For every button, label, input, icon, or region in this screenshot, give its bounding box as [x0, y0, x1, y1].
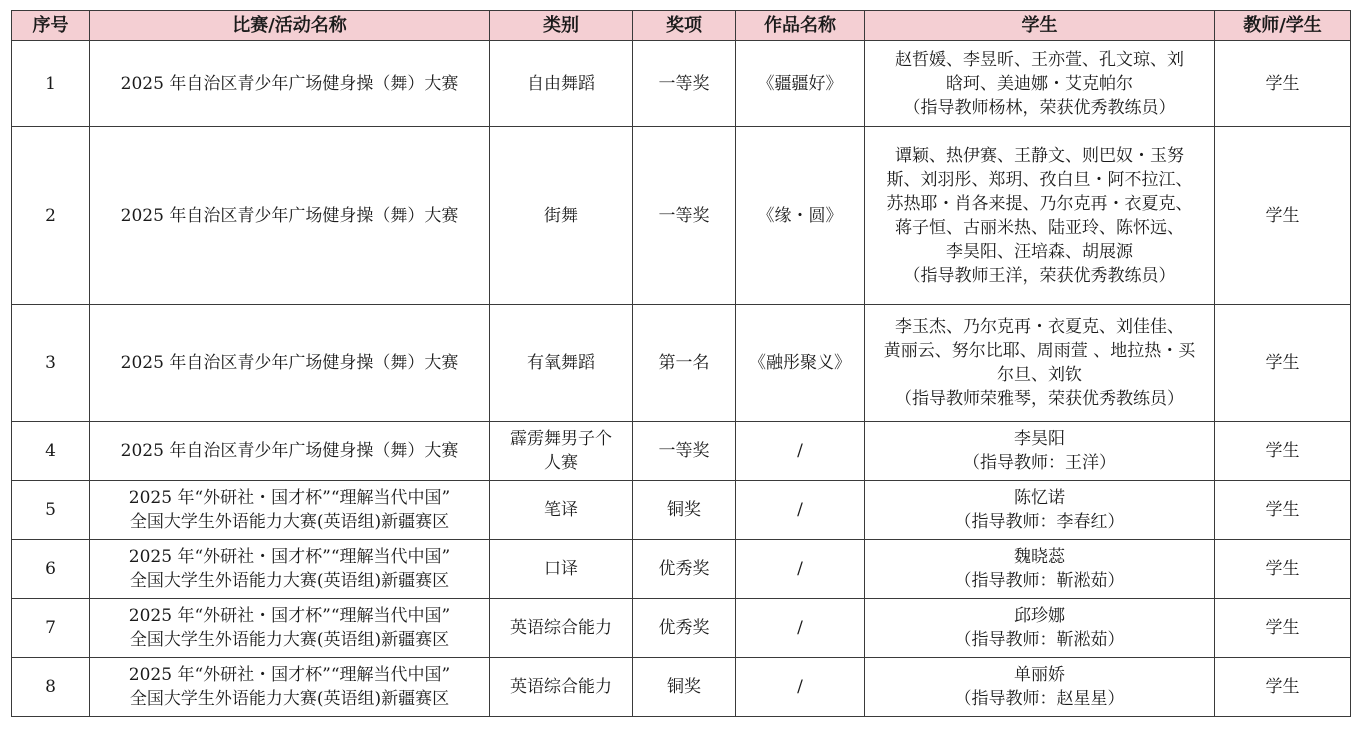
- cell-competition: 2025 年自治区青少年广场健身操（舞）大赛: [90, 422, 490, 481]
- cell-category: 自由舞蹈: [490, 41, 633, 127]
- cell-no: 3: [12, 305, 90, 422]
- cell-work: /: [736, 540, 865, 599]
- cell-award: 一等奖: [633, 127, 736, 305]
- header-category: 类别: [490, 11, 633, 41]
- cell-award: 一等奖: [633, 41, 736, 127]
- cell-no: 2: [12, 127, 90, 305]
- cell-role: 学生: [1215, 127, 1351, 305]
- cell-award: 一等奖: [633, 422, 736, 481]
- cell-role: 学生: [1215, 481, 1351, 540]
- cell-no: 5: [12, 481, 90, 540]
- cell-work: /: [736, 422, 865, 481]
- header-no: 序号: [12, 11, 90, 41]
- table-row: [12, 599, 1351, 658]
- cell-competition: 2025 年自治区青少年广场健身操（舞）大赛: [90, 41, 490, 127]
- cell-role: 学生: [1215, 599, 1351, 658]
- table-row: [12, 305, 1351, 422]
- cell-work: 《疆疆好》: [736, 41, 865, 127]
- cell-students: 邱珍娜 （指导教师：靳淞茹）: [865, 599, 1215, 658]
- header-competition: 比赛/活动名称: [90, 11, 490, 41]
- cell-competition: 2025 年“外研社・国才杯”“理解当代中国” 全国大学生外语能力大赛(英语组)新疆赛区: [90, 658, 490, 717]
- table-row: [12, 422, 1351, 481]
- cell-students: 李玉杰、乃尔克再・衣夏克、刘佳佳、 黄丽云、努尔比耶、周雨萱 、地拉热・买 尔旦、刘钦 （指导教师荣雅琴，荣获优秀教练员）: [865, 305, 1215, 422]
- cell-work: /: [736, 658, 865, 717]
- cell-competition: 2025 年“外研社・国才杯”“理解当代中国” 全国大学生外语能力大赛(英语组)新疆赛区: [90, 599, 490, 658]
- cell-award: 优秀奖: [633, 599, 736, 658]
- cell-award: 第一名: [633, 305, 736, 422]
- cell-category: 英语综合能力: [490, 599, 633, 658]
- cell-students: 谭颖、热伊赛、王静文、则巴奴・玉努 斯、刘羽彤、郑玥、孜白旦・阿不拉江、 苏热耶・肖各来提、乃尔克再・衣夏克、 蒋子恒、古丽米热、陆亚玲、陈怀远、 李昊阳、汪培森、胡展源 （指导教师王洋，荣获优秀教练员）: [865, 127, 1215, 305]
- cell-category: 有氧舞蹈: [490, 305, 633, 422]
- cell-category: 街舞: [490, 127, 633, 305]
- header-role: 教师/学生: [1215, 11, 1351, 41]
- cell-competition: 2025 年自治区青少年广场健身操（舞）大赛: [90, 305, 490, 422]
- header-students: 学生: [865, 11, 1215, 41]
- cell-category: 英语综合能力: [490, 658, 633, 717]
- table-row: [12, 127, 1351, 305]
- cell-competition: 2025 年“外研社・国才杯”“理解当代中国” 全国大学生外语能力大赛(英语组)新疆赛区: [90, 540, 490, 599]
- cell-category: 笔译: [490, 481, 633, 540]
- awards-table-container: [11, 10, 1351, 717]
- header-award: 奖项: [633, 11, 736, 41]
- cell-work: /: [736, 481, 865, 540]
- header-row: [12, 11, 1351, 41]
- cell-students: 陈忆诺 （指导教师：李春红）: [865, 481, 1215, 540]
- cell-role: 学生: [1215, 658, 1351, 717]
- cell-no: 8: [12, 658, 90, 717]
- cell-no: 6: [12, 540, 90, 599]
- cell-no: 4: [12, 422, 90, 481]
- cell-students: 李昊阳 （指导教师：王洋）: [865, 422, 1215, 481]
- table-row: [12, 481, 1351, 540]
- cell-award: 铜奖: [633, 481, 736, 540]
- cell-role: 学生: [1215, 305, 1351, 422]
- cell-role: 学生: [1215, 540, 1351, 599]
- cell-competition: 2025 年“外研社・国才杯”“理解当代中国” 全国大学生外语能力大赛(英语组)新疆赛区: [90, 481, 490, 540]
- cell-work: /: [736, 599, 865, 658]
- table-row: [12, 540, 1351, 599]
- header-work: 作品名称: [736, 11, 865, 41]
- table-body: [12, 41, 1351, 717]
- cell-competition: 2025 年自治区青少年广场健身操（舞）大赛: [90, 127, 490, 305]
- awards-table: [11, 10, 1351, 717]
- table-row: [12, 658, 1351, 717]
- cell-category: 霹雳舞男子个 人赛: [490, 422, 633, 481]
- table-row: [12, 41, 1351, 127]
- cell-work: 《缘・圆》: [736, 127, 865, 305]
- cell-category: 口译: [490, 540, 633, 599]
- cell-award: 铜奖: [633, 658, 736, 717]
- cell-students: 赵哲媛、李昱昕、王亦萱、孔文琼、刘 晗珂、美迪娜・艾克帕尔 （指导教师杨林，荣获优秀教练员）: [865, 41, 1215, 127]
- cell-students: 魏晓蕊 （指导教师：靳淞茹）: [865, 540, 1215, 599]
- cell-award: 优秀奖: [633, 540, 736, 599]
- cell-no: 7: [12, 599, 90, 658]
- cell-students: 单丽娇 （指导教师：赵星星）: [865, 658, 1215, 717]
- cell-role: 学生: [1215, 422, 1351, 481]
- cell-work: 《融彤聚义》: [736, 305, 865, 422]
- table-header: [12, 11, 1351, 41]
- cell-role: 学生: [1215, 41, 1351, 127]
- cell-no: 1: [12, 41, 90, 127]
